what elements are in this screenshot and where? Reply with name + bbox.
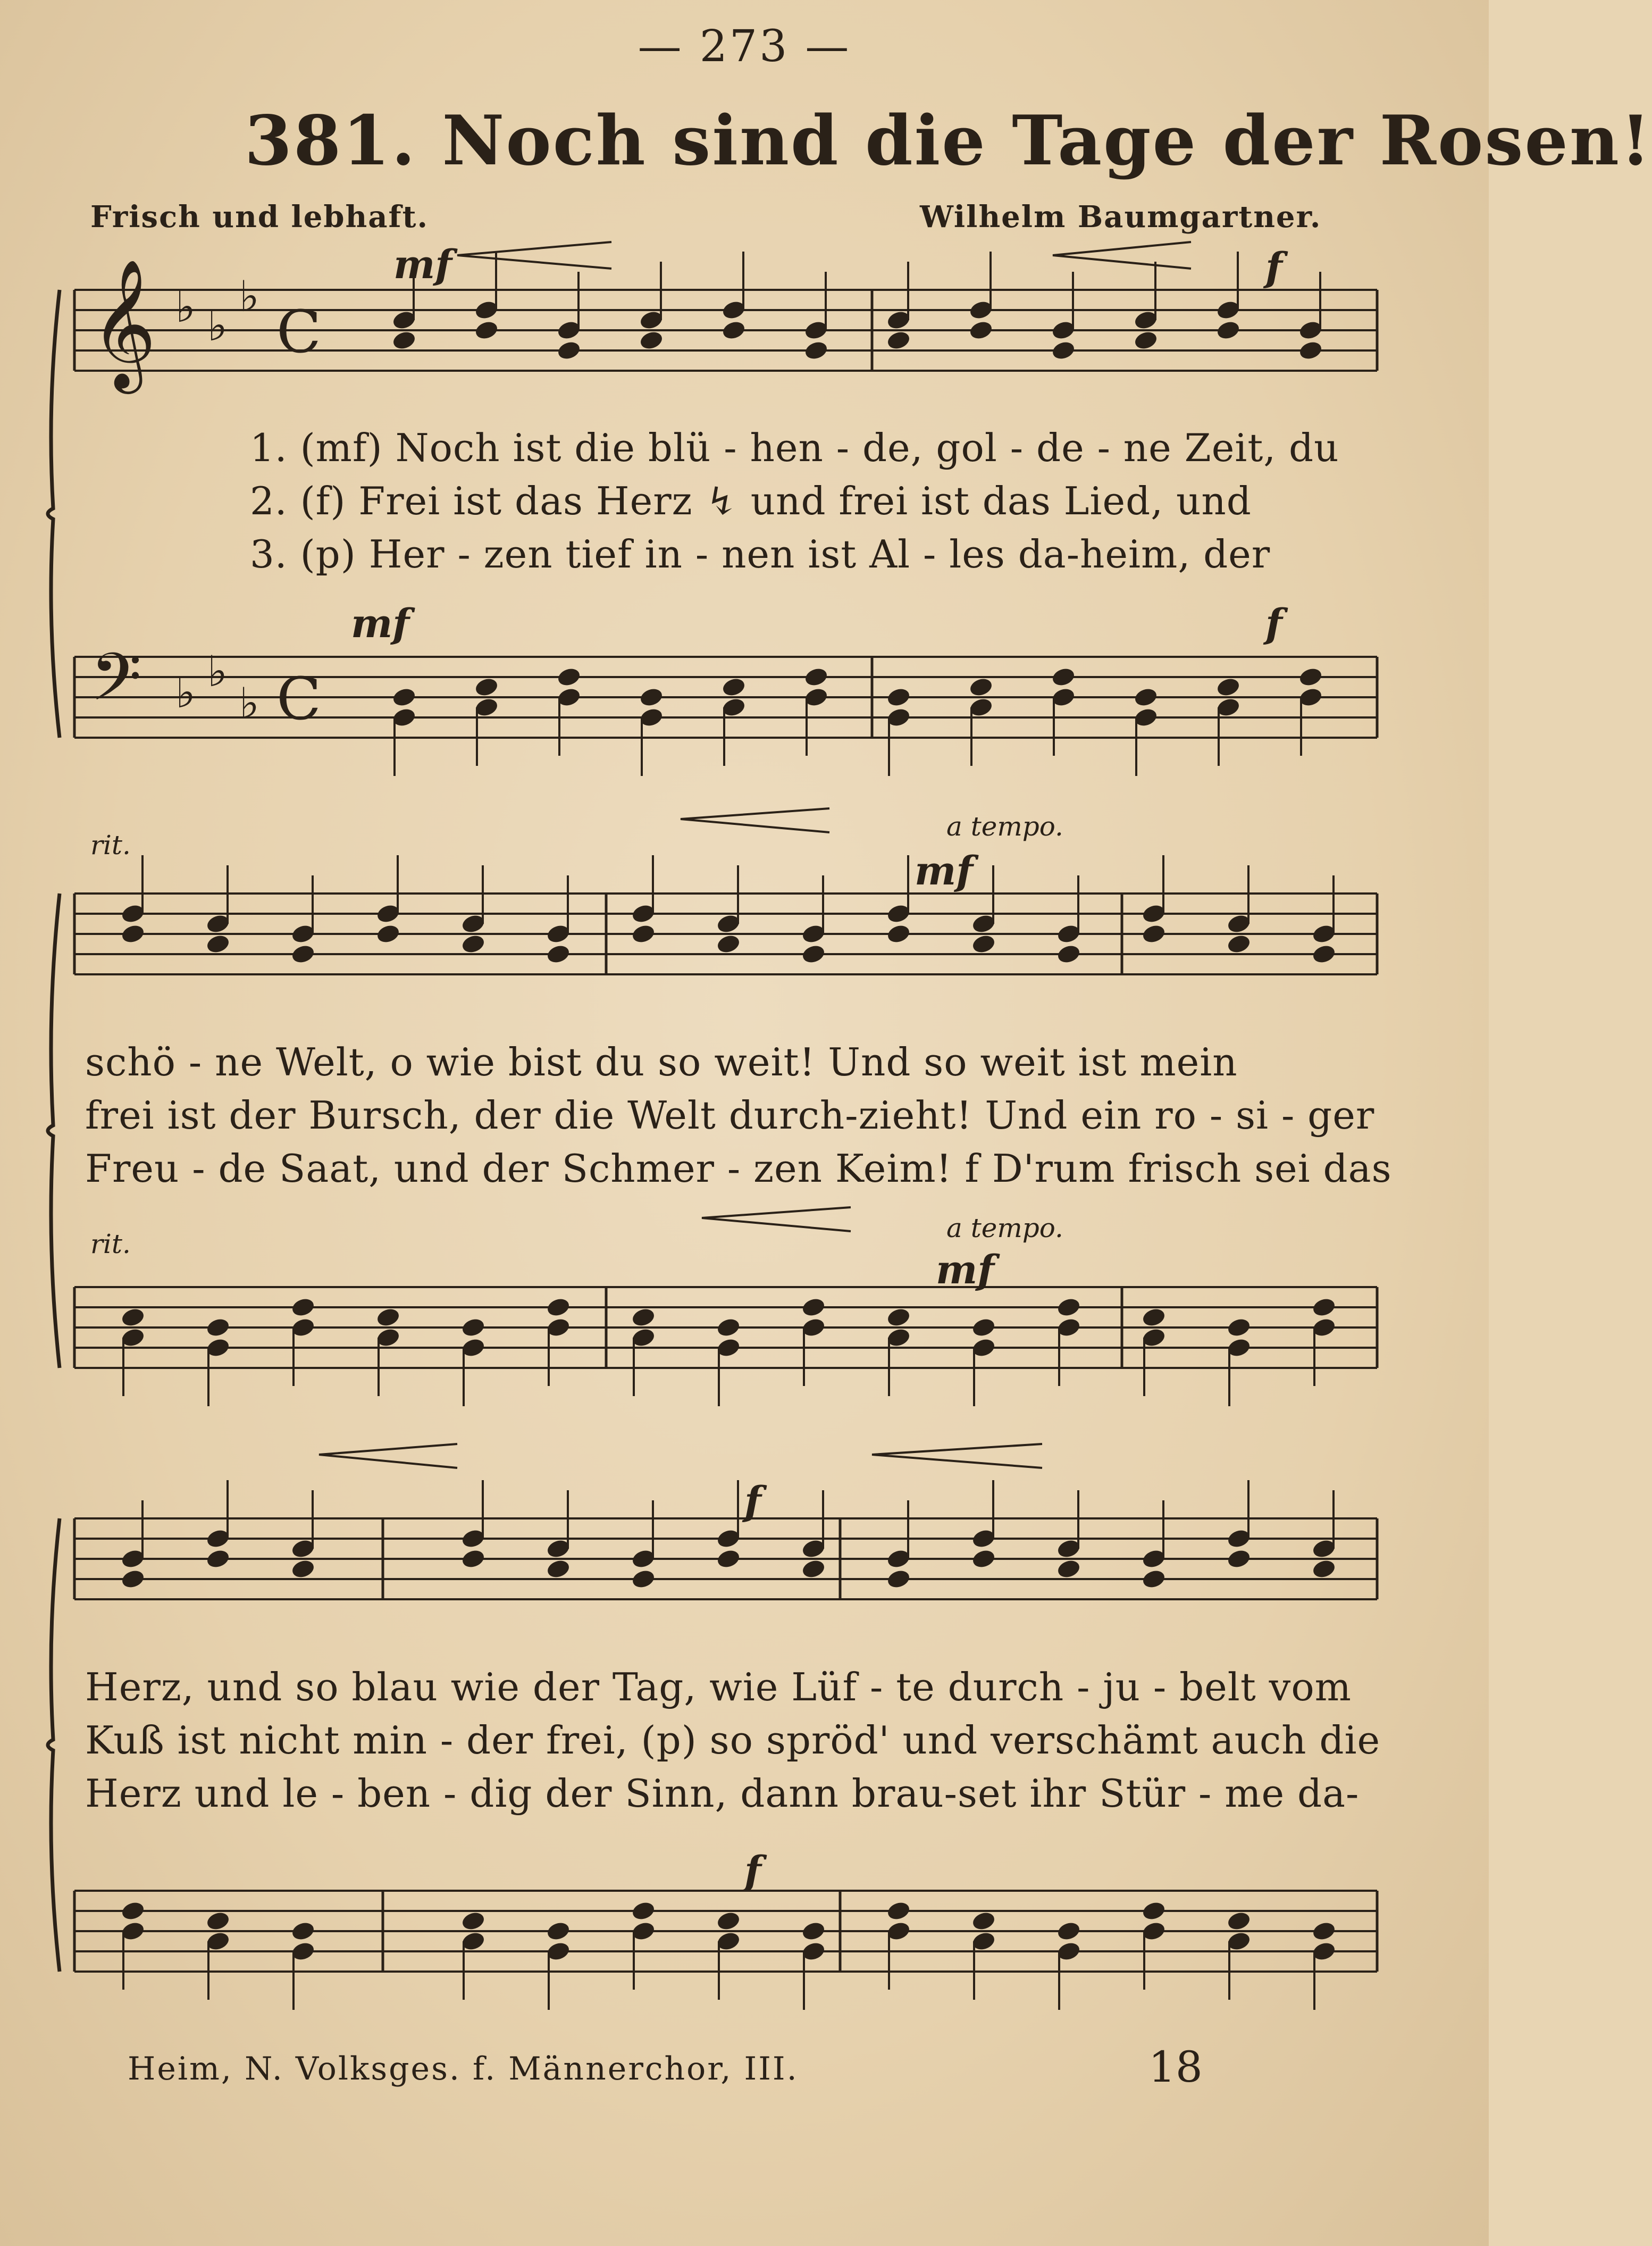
note-head	[205, 933, 230, 955]
a-tempo-1: a tempo.	[946, 811, 1063, 842]
note-head	[290, 1558, 315, 1580]
note-head	[120, 1900, 145, 1922]
note-head	[639, 330, 664, 351]
note-head	[801, 944, 826, 965]
note-head	[1298, 666, 1323, 688]
note-head	[1311, 1297, 1336, 1318]
lyric-verse2-line3: Kuß ist nicht min - der frei, (p) so spröd' und verschämt auch die	[85, 1718, 1381, 1763]
dynamic-mf-1: mf	[393, 242, 452, 288]
note-head	[1311, 1558, 1336, 1580]
tempo-marking: Frisch und lebhaft.	[90, 199, 429, 235]
lyric-verse3-line1: 3. (p) Her - zen tief in - nen ist Al - les da-heim, der	[250, 532, 1271, 577]
hairpin	[702, 1207, 851, 1231]
note-head	[968, 320, 993, 341]
footer-reference: Heim, N. Volksges. f. Männerchor, III.	[128, 2050, 799, 2088]
note-head	[1056, 944, 1081, 965]
composer-name: Wilhelm Baumgartner.	[920, 199, 1322, 235]
note-head	[801, 1558, 826, 1580]
flat-sign: ♭	[239, 679, 259, 728]
note-head	[1133, 330, 1158, 351]
flat-sign: ♭	[207, 647, 228, 696]
note-head	[721, 320, 746, 341]
note-head	[886, 1900, 911, 1922]
note-head	[120, 923, 145, 945]
a-tempo-2: a tempo.	[946, 1213, 1063, 1243]
note-head	[1141, 1568, 1166, 1590]
system-braces	[48, 290, 60, 1972]
note-head	[803, 666, 828, 688]
note-head	[886, 687, 911, 708]
common-time: C	[276, 665, 322, 733]
dynamic-f-2: f	[1265, 601, 1282, 647]
lyric-verse2-line1: 2. (f) Frei ist das Herz ↯ und frei ist das Lied, und	[250, 479, 1252, 523]
note-head	[1311, 944, 1336, 965]
dynamic-mf-4: mf	[936, 1247, 995, 1293]
lyric-verse3-line3: Herz und le - ben - dig der Sinn, dann brau-set ihr Stür - me da-	[85, 1771, 1360, 1816]
note-head	[1226, 933, 1251, 955]
page-number: — 273 —	[638, 21, 851, 72]
common-time: C	[276, 298, 322, 366]
bass-clef: 𝄢	[90, 639, 142, 732]
lyric-verse3-line2: Freu - de Saat, und der Schmer - zen Keim! f D'rum frisch sei das	[85, 1146, 1392, 1191]
note-head	[631, 923, 656, 945]
ritardando-1: rit.	[90, 830, 131, 861]
note-head	[205, 1548, 230, 1569]
note-head	[1298, 340, 1323, 361]
note-head	[290, 944, 315, 965]
note-head	[546, 1921, 571, 1942]
note-head	[968, 677, 993, 698]
note-head	[474, 677, 499, 698]
lyric-verse1-line2: schö - ne Welt, o wie bist du so weit! Und so weit ist mein	[85, 1040, 1238, 1084]
note-head	[803, 340, 828, 361]
note-head	[971, 1317, 996, 1338]
note-head	[1051, 340, 1076, 361]
note-head	[631, 1307, 656, 1328]
hairpin	[1053, 242, 1191, 269]
dynamic-mf-2: mf	[351, 601, 410, 647]
note-head	[801, 1297, 826, 1318]
flat-sign: ♭	[239, 272, 259, 321]
note-head	[460, 1910, 485, 1932]
note-head	[716, 1548, 741, 1569]
note-head	[474, 320, 499, 341]
brace	[48, 1518, 60, 1972]
flat-sign: ♭	[175, 668, 196, 717]
note-head	[886, 1568, 911, 1590]
note-head	[886, 923, 911, 945]
note-head	[460, 933, 485, 955]
note-head	[1133, 687, 1158, 708]
note-head	[205, 1317, 230, 1338]
note-head	[971, 933, 996, 955]
note-head	[1215, 677, 1240, 698]
note-head	[391, 687, 416, 708]
note-head	[716, 933, 741, 955]
note-head	[460, 1317, 485, 1338]
note-head	[716, 1910, 741, 1932]
note-head	[556, 666, 581, 688]
note-head	[971, 1910, 996, 1932]
note-head	[375, 1307, 400, 1328]
note-head	[391, 330, 416, 351]
note-head	[1051, 666, 1076, 688]
note-head	[290, 1921, 315, 1942]
note-head	[546, 944, 571, 965]
lyric-verse1-line1: 1. (mf) Noch ist die blü - hen - de, gol - de - ne Zeit, du	[250, 425, 1339, 470]
note-head	[1141, 923, 1166, 945]
note-head	[120, 1568, 145, 1590]
note-head	[1056, 1558, 1081, 1580]
note-head	[1226, 1910, 1251, 1932]
hairpin	[872, 1444, 1042, 1468]
note-head	[290, 1297, 315, 1318]
brace	[48, 894, 60, 1368]
note-head	[1226, 1317, 1251, 1338]
dynamic-mf-3: mf	[915, 848, 974, 894]
note-head	[1141, 1307, 1166, 1328]
note-head	[801, 1921, 826, 1942]
note-head	[120, 1307, 145, 1328]
note-head	[375, 923, 400, 945]
note-head	[631, 1568, 656, 1590]
flat-sign: ♭	[207, 301, 228, 350]
note-head	[1215, 320, 1240, 341]
ritardando-2: rit.	[90, 1229, 131, 1259]
note-head	[721, 677, 746, 698]
flat-sign: ♭	[175, 282, 196, 332]
note-head	[886, 330, 911, 351]
note-head	[886, 1307, 911, 1328]
note-head	[1141, 1900, 1166, 1922]
dynamic-f-4: f	[744, 1848, 761, 1894]
song-title: 381. Noch sind die Tage der Rosen!	[245, 101, 1652, 181]
note-head	[546, 1297, 571, 1318]
note-head	[1056, 1297, 1081, 1318]
note-head	[631, 1900, 656, 1922]
dynamic-f-1: f	[1265, 245, 1282, 290]
note-head	[460, 1548, 485, 1569]
dynamic-f-3: f	[744, 1479, 761, 1524]
note-head	[716, 1317, 741, 1338]
lyric-verse2-line2: frei ist der Bursch, der die Welt durch-zieht! Und ein ro - si - ger	[85, 1093, 1375, 1138]
note-head	[1056, 1921, 1081, 1942]
hairpin	[319, 1444, 457, 1468]
hairpin	[457, 242, 611, 269]
footer-signature-number: 18	[1148, 2042, 1203, 2092]
brace	[48, 290, 60, 738]
hairpin	[681, 808, 829, 832]
note-head	[1226, 1548, 1251, 1569]
note-head	[639, 687, 664, 708]
lyric-verse1-line3: Herz, und so blau wie der Tag, wie Lüf - te durch - ju - belt vom	[85, 1665, 1352, 1709]
note-head	[556, 340, 581, 361]
treble-clef: 𝄞	[90, 258, 157, 388]
note-head	[971, 1548, 996, 1569]
note-head	[1311, 1921, 1336, 1942]
note-head	[205, 1910, 230, 1932]
note-head	[546, 1558, 571, 1580]
